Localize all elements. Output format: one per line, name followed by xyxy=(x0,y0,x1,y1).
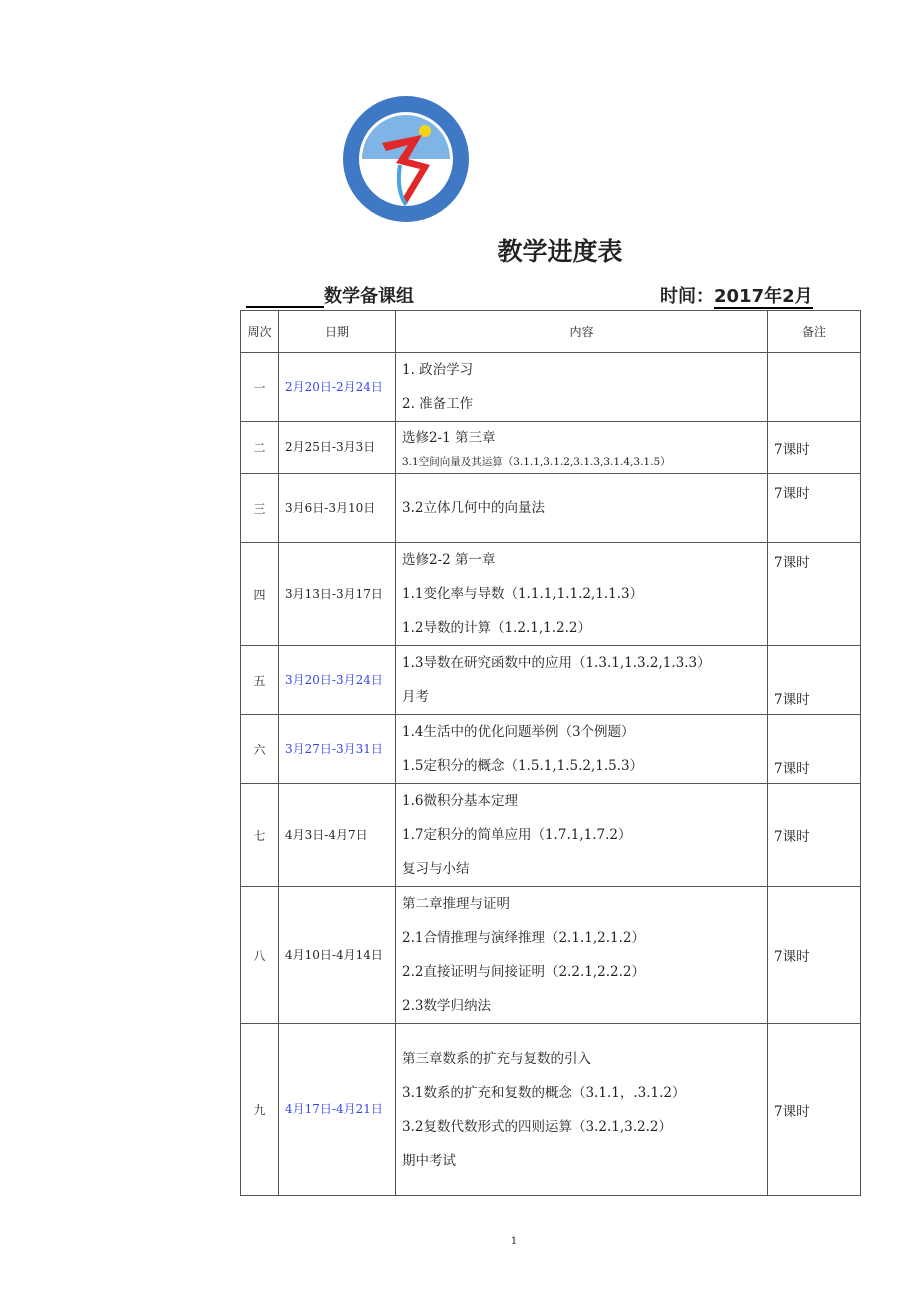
week-cell: 六 xyxy=(241,715,279,784)
note-cell: 7课时 xyxy=(768,474,861,543)
date-cell: 3月20日-3月24日 xyxy=(279,646,396,715)
week-cell: 八 xyxy=(241,887,279,1024)
date-cell: 3月6日-3月10日 xyxy=(279,474,396,543)
content-line: 1.4生活中的优化问题举例（3个例题） xyxy=(402,724,635,740)
content-line: 选修2-2 第一章 xyxy=(402,552,496,568)
table-row xyxy=(241,784,861,887)
week-cell: 四 xyxy=(241,543,279,646)
content-line: 1. 政治学习 xyxy=(402,362,474,378)
group-name: 数学备课组 xyxy=(324,286,414,307)
content-line: 2. 准备工作 xyxy=(402,396,474,412)
content-line: 1.2导数的计算（1.2.1,1.2.2） xyxy=(402,620,591,636)
content-cell xyxy=(396,543,768,646)
week-cell: 一 xyxy=(241,353,279,422)
note-cell: 7课时 xyxy=(768,646,861,715)
content-line: 1.7定积分的简单应用（1.7.1,1.7.2） xyxy=(402,827,632,843)
date-cell: 4月17日-4月21日 xyxy=(279,1024,396,1196)
blank-line xyxy=(246,288,324,308)
week-cell: 二 xyxy=(241,422,279,474)
date-cell: 2月20日-2月24日 xyxy=(279,353,396,422)
page-number: 1 xyxy=(510,1236,518,1247)
date-cell: 4月10日-4月14日 xyxy=(279,887,396,1024)
content-line: 1.3导数在研究函数中的应用（1.3.1,1.3.2,1.3.3） xyxy=(402,655,711,671)
content-line: 3.1数系的扩充和复数的概念（3.1.1，.3.1.2） xyxy=(402,1084,686,1101)
header-date: 日期 xyxy=(279,311,396,353)
content-line: 2.1合情推理与演绎推理（2.1.1,2.1.2） xyxy=(402,930,645,946)
content-line: 2.2直接证明与间接证明（2.2.1,2.2.2） xyxy=(402,964,645,980)
content-cell xyxy=(396,784,768,887)
page-title: 教学进度表 xyxy=(497,237,623,266)
time-value: 2017年2月 xyxy=(714,286,813,307)
table-row xyxy=(241,887,861,1024)
header-content: 内容 xyxy=(396,311,768,353)
content-line: 第二章推理与证明 xyxy=(402,896,510,912)
header-row xyxy=(241,311,861,353)
content-cell xyxy=(396,887,768,1024)
content-cell xyxy=(396,474,768,543)
table-row xyxy=(241,646,861,715)
content-cell xyxy=(396,715,768,784)
week-cell: 九 xyxy=(241,1024,279,1196)
content-line: 1.5定积分的概念（1.5.1,1.5.2,1.5.3） xyxy=(402,758,644,774)
content-line: 期中考试 xyxy=(402,1152,456,1169)
table-row xyxy=(241,1024,861,1196)
content-line: 3.2复数代数形式的四则运算（3.2.1,3.2.2） xyxy=(402,1118,672,1135)
date-cell: 2月25日-3月3日 xyxy=(279,422,396,474)
note-cell: 7课时 xyxy=(768,1024,861,1196)
content-line: 月考 xyxy=(402,689,429,705)
date-cell: 3月27日-3月31日 xyxy=(279,715,396,784)
date-cell: 4月3日-4月7日 xyxy=(279,784,396,887)
note-cell: 7课时 xyxy=(768,784,861,887)
week-cell: 七 xyxy=(241,784,279,887)
header-note: 备注 xyxy=(768,311,861,353)
note-cell: 7课时 xyxy=(768,543,861,646)
header-week: 周次 xyxy=(241,311,279,353)
content-line: 3.2立体几何中的向量法 xyxy=(402,500,545,516)
schedule-table xyxy=(240,310,861,1196)
content-line: 选修2-1 第三章 xyxy=(402,429,496,446)
content-line: 第三章数系的扩充与复数的引入 xyxy=(402,1050,591,1067)
time-label xyxy=(660,282,813,308)
content-cell xyxy=(396,1024,768,1196)
note-cell xyxy=(768,353,861,422)
school-logo xyxy=(342,95,470,223)
content-line: 复习与小结 xyxy=(402,861,470,877)
content-cell xyxy=(396,646,768,715)
table-row xyxy=(241,474,861,543)
content-line: 1.1变化率与导数（1.1.1,1.1.2,1.1.3） xyxy=(402,586,644,602)
table-row xyxy=(241,422,861,474)
note-cell: 7课时 xyxy=(768,715,861,784)
content-line: 3.1空间向量及其运算（3.1.1,3.1.2,3.1.3,3.1.4,3.1.5） xyxy=(402,455,671,468)
table-row xyxy=(241,715,861,784)
week-cell: 三 xyxy=(241,474,279,543)
table-row xyxy=(241,543,861,646)
week-cell: 五 xyxy=(241,646,279,715)
table-row xyxy=(241,353,861,422)
group-label xyxy=(246,282,414,308)
date-cell: 3月13日-3月17日 xyxy=(279,543,396,646)
content-line: 2.3数学归纳法 xyxy=(402,998,491,1014)
time-prefix: 时间： xyxy=(660,286,714,307)
note-cell: 7课时 xyxy=(768,887,861,1024)
content-cell xyxy=(396,353,768,422)
note-cell: 7课时 xyxy=(768,422,861,474)
content-line: 1.6微积分基本定理 xyxy=(402,793,518,809)
content-cell xyxy=(396,422,768,474)
